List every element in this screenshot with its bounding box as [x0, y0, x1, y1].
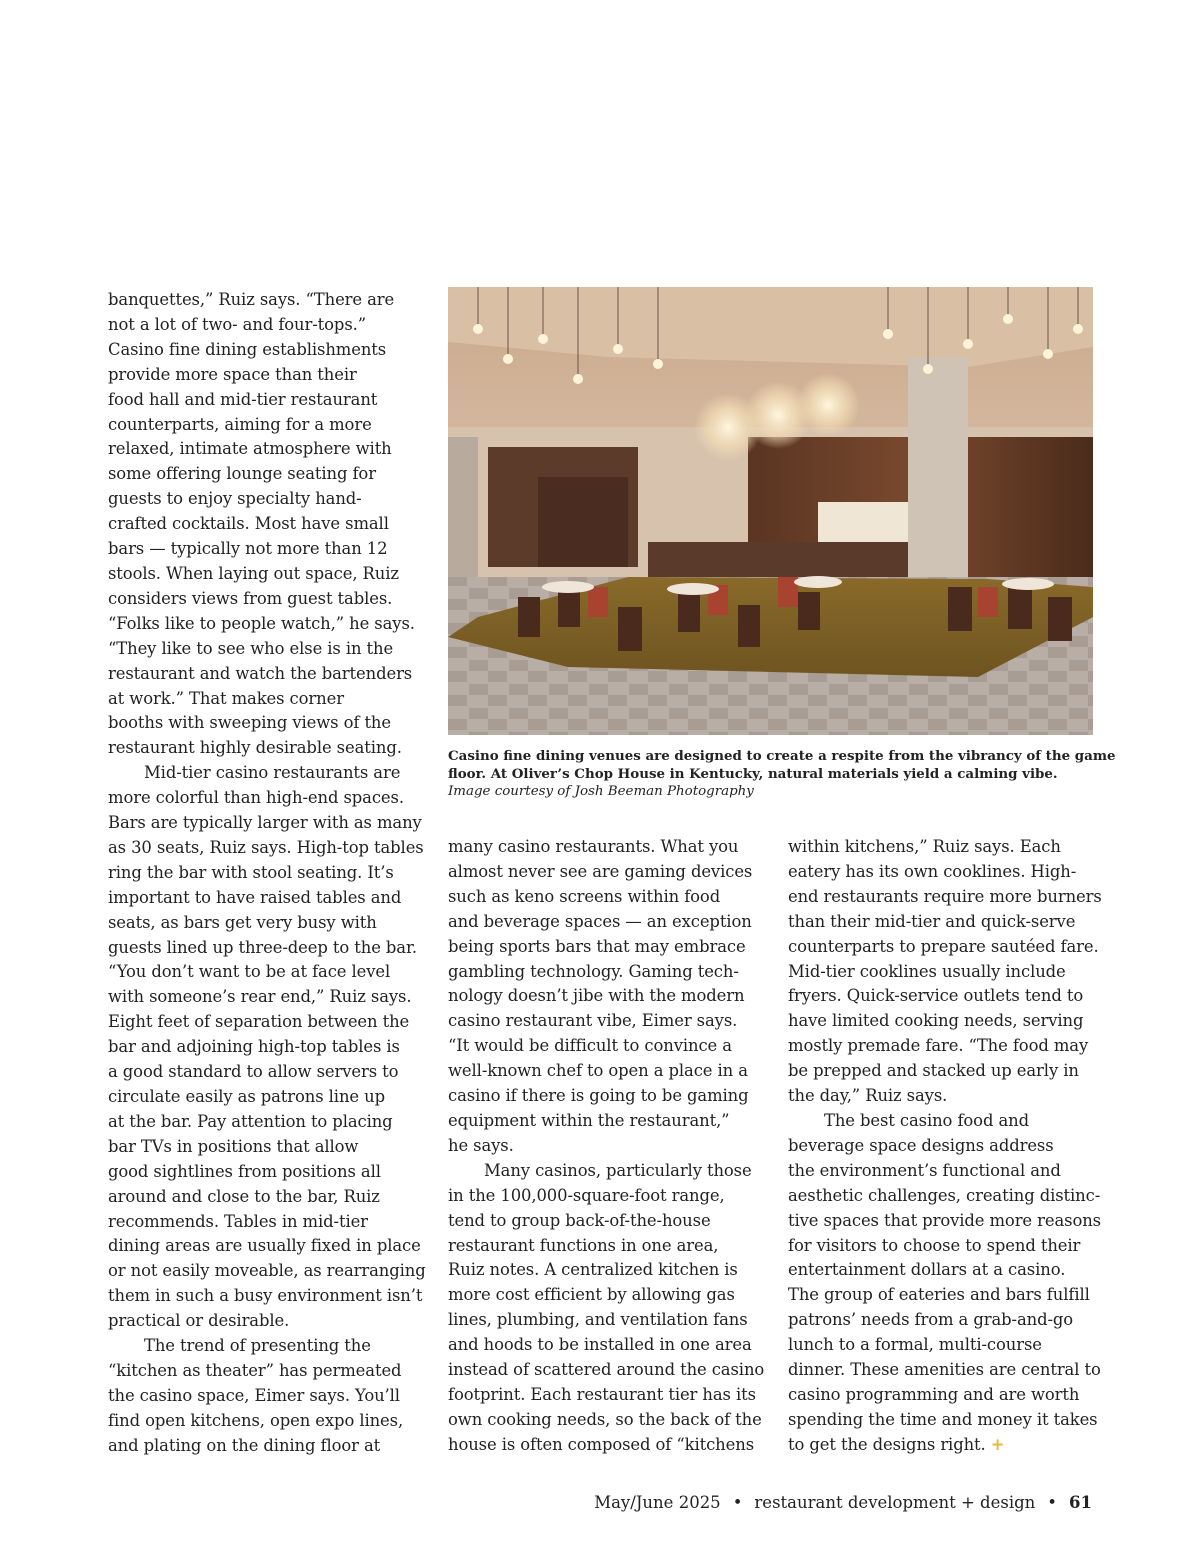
text-line: tend to group back-of-the-house	[448, 1210, 711, 1230]
text-line: house is often composed of “kitchens	[448, 1434, 755, 1454]
photo-credit: Image courtesy of Josh Beeman Photography	[448, 784, 754, 799]
text-line: crafted cocktails. Most have small	[108, 514, 389, 534]
text-line: and hoods to be installed in one area	[448, 1335, 752, 1355]
text-line: food hall and mid-tier restaurant	[108, 389, 378, 409]
issue-date: May/June 2025	[594, 1493, 721, 1512]
text-line: The group of eateries and bars fulfill	[788, 1285, 1090, 1305]
text-line: “It would be difficult to convince a	[448, 1036, 732, 1056]
text-line: with someone’s rear end,” Ruiz says.	[108, 987, 412, 1007]
photo-caption	[448, 747, 1116, 801]
caption-text-line: Casino fine dining venues are designed to create a respite from the vibrancy of the game	[448, 748, 1116, 764]
text-line: “You don’t want to be at face level	[108, 962, 391, 982]
text-line: not a lot of two- and four-tops.”	[108, 314, 367, 334]
text-line: a good standard to allow servers to	[108, 1062, 399, 1082]
text-line: tive spaces that provide more reasons	[788, 1210, 1101, 1230]
final-text-line	[788, 1433, 1098, 1458]
text-line: being sports bars that may embrace	[448, 936, 746, 956]
text-line-content: to get the designs right.	[788, 1434, 986, 1454]
text-line: recommends. Tables in mid-tier	[108, 1211, 368, 1231]
text-line: for visitors to choose to spend their	[788, 1235, 1081, 1255]
text-line: booths with sweeping views of the	[108, 713, 391, 733]
text-line: mostly premade fare. “The food may	[788, 1036, 1089, 1056]
magazine-name: restaurant development + design	[754, 1493, 1036, 1512]
text-line: footprint. Each restaurant tier has its	[448, 1384, 756, 1404]
text-line: casino programming and are worth	[788, 1384, 1080, 1404]
text-line: more colorful than high-end spaces.	[108, 788, 404, 808]
text-line: fryers. Quick-service outlets tend to	[788, 986, 1084, 1006]
text-line: around and close to the bar, Ruiz	[108, 1186, 380, 1206]
text-line: many casino restaurants. What you	[448, 837, 739, 856]
text-line: stools. When laying out space, Ruiz	[108, 563, 399, 583]
text-line: be prepped and stacked up early in	[788, 1061, 1079, 1081]
text-line: as 30 seats, Ruiz says. High-top tables	[108, 837, 424, 857]
text-line: aesthetic challenges, creating distinc-	[788, 1185, 1101, 1205]
text-line: casino if there is going to be gaming	[448, 1086, 749, 1106]
caption-text-line: floor. At Oliver’s Chop House in Kentucky, natural materials yield a calming vibe.	[448, 766, 1058, 782]
text-line: restaurant highly desirable seating.	[108, 738, 402, 758]
paragraph-start-line: Mid-tier casino restaurants are	[144, 763, 401, 783]
text-line: bars — typically not more than 12	[108, 539, 388, 559]
text-line: own cooking needs, so the back of the	[448, 1409, 762, 1429]
text-line: the day,” Ruiz says.	[788, 1086, 948, 1106]
restaurant-interior-photo	[448, 287, 1093, 735]
text-line: bar and adjoining high-top tables is	[108, 1037, 400, 1057]
bullet-separator: •	[732, 1493, 743, 1512]
text-line: entertainment dollars at a casino.	[788, 1260, 1066, 1280]
text-line: dinner. These amenities are central to	[788, 1360, 1101, 1380]
text-line: guests to enjoy specialty hand-	[108, 489, 362, 509]
text-line: and beverage spaces — an exception	[448, 911, 752, 931]
text-line: “Folks like to people watch,” he says.	[108, 613, 415, 633]
text-line: Mid-tier cooklines usually include	[788, 961, 1066, 981]
text-line: Eight feet of separation between the	[108, 1012, 410, 1032]
text-line: relaxed, intimate atmosphere with	[108, 439, 392, 459]
text-line: provide more space than their	[108, 364, 357, 384]
text-line: some offering lounge seating for	[108, 464, 376, 484]
page-number: 61	[1069, 1493, 1092, 1512]
text-line: patrons’ needs from a grab-and-go	[788, 1310, 1074, 1330]
text-line: more cost efficient by allowing gas	[448, 1285, 735, 1305]
text-line: find open kitchens, open expo lines,	[108, 1410, 404, 1430]
text-line: eatery has its own cooklines. High-	[788, 861, 1077, 881]
text-line: casino restaurant vibe, Eimer says.	[448, 1011, 738, 1031]
text-line: restaurant functions in one area,	[448, 1235, 719, 1255]
text-line: the casino space, Eimer says. You’ll	[108, 1385, 400, 1405]
text-line: ring the bar with stool seating. It’s	[108, 862, 394, 882]
text-line: counterparts, aiming for a more	[108, 414, 372, 434]
text-line: Casino fine dining establishments	[108, 339, 387, 359]
page-footer	[594, 1493, 1092, 1512]
text-line: guests lined up three-deep to the bar.	[108, 937, 418, 957]
text-line: counterparts to prepare sautéed fare.	[788, 936, 1099, 956]
paragraph-start-line: The trend of presenting the	[144, 1336, 371, 1356]
text-line: practical or desirable.	[108, 1311, 290, 1331]
text-line: almost never see are gaming devices	[448, 861, 753, 881]
article-column-2	[448, 835, 763, 1458]
text-line: good sightlines from positions all	[108, 1161, 381, 1181]
text-line: the environment’s functional and	[788, 1160, 1061, 1180]
text-line: lunch to a formal, multi-course	[788, 1335, 1042, 1355]
text-line: equipment within the restaurant,”	[448, 1110, 730, 1130]
text-line: restaurant and watch the bartenders	[108, 663, 413, 683]
text-line: instead of scattered around the casino	[448, 1360, 765, 1380]
text-line: beverage space designs address	[788, 1135, 1054, 1155]
text-line: and plating on the dining floor at	[108, 1435, 381, 1455]
text-line: end restaurants require more burners	[788, 886, 1102, 906]
text-line: important to have raised tables and	[108, 887, 402, 907]
text-line: have limited cooking needs, serving	[788, 1011, 1084, 1031]
text-line: he says.	[448, 1135, 514, 1155]
text-line: Bars are typically larger with as many	[108, 813, 422, 833]
text-line: well-known chef to open a place in a	[448, 1061, 748, 1081]
text-line: circulate easily as patrons line up	[108, 1087, 385, 1106]
paragraph-start-line: The best casino food and	[824, 1110, 1029, 1130]
text-line: within kitchens,” Ruiz says. Each	[788, 837, 1061, 856]
text-line: Ruiz notes. A centralized kitchen is	[448, 1260, 738, 1280]
text-line: or not easily moveable, as rearranging	[108, 1261, 426, 1281]
text-line: in the 100,000-square-foot range,	[448, 1185, 725, 1205]
text-line: nology doesn’t jibe with the modern	[448, 986, 745, 1006]
text-line: than their mid-tier and quick-serve	[788, 911, 1076, 931]
article-column-1	[108, 288, 426, 1459]
text-line: seats, as bars get very busy with	[108, 912, 377, 932]
text-line: them in such a busy environment isn’t	[108, 1286, 423, 1306]
paragraph-start-line: Many casinos, particularly those	[484, 1160, 752, 1180]
text-line: lines, plumbing, and ventilation fans	[448, 1310, 748, 1330]
text-line: such as keno screens within food	[448, 886, 721, 906]
text-line: gambling technology. Gaming tech-	[448, 961, 739, 981]
text-line: at the bar. Pay attention to placing	[108, 1111, 393, 1131]
end-of-article-icon: +	[990, 1434, 1005, 1454]
text-line: “They like to see who else is in the	[108, 638, 394, 658]
text-line: “kitchen as theater” has permeated	[108, 1360, 402, 1380]
text-line: at work.” That makes corner	[108, 688, 344, 708]
article-column-3	[788, 835, 1102, 1458]
bullet-separator: •	[1047, 1493, 1058, 1512]
text-line: banquettes,” Ruiz says. “There are	[108, 290, 395, 309]
text-line: spending the time and money it takes	[788, 1409, 1098, 1429]
text-line: bar TVs in positions that allow	[108, 1136, 359, 1156]
text-line: considers views from guest tables.	[108, 588, 393, 608]
text-line: dining areas are usually fixed in place	[108, 1236, 421, 1256]
